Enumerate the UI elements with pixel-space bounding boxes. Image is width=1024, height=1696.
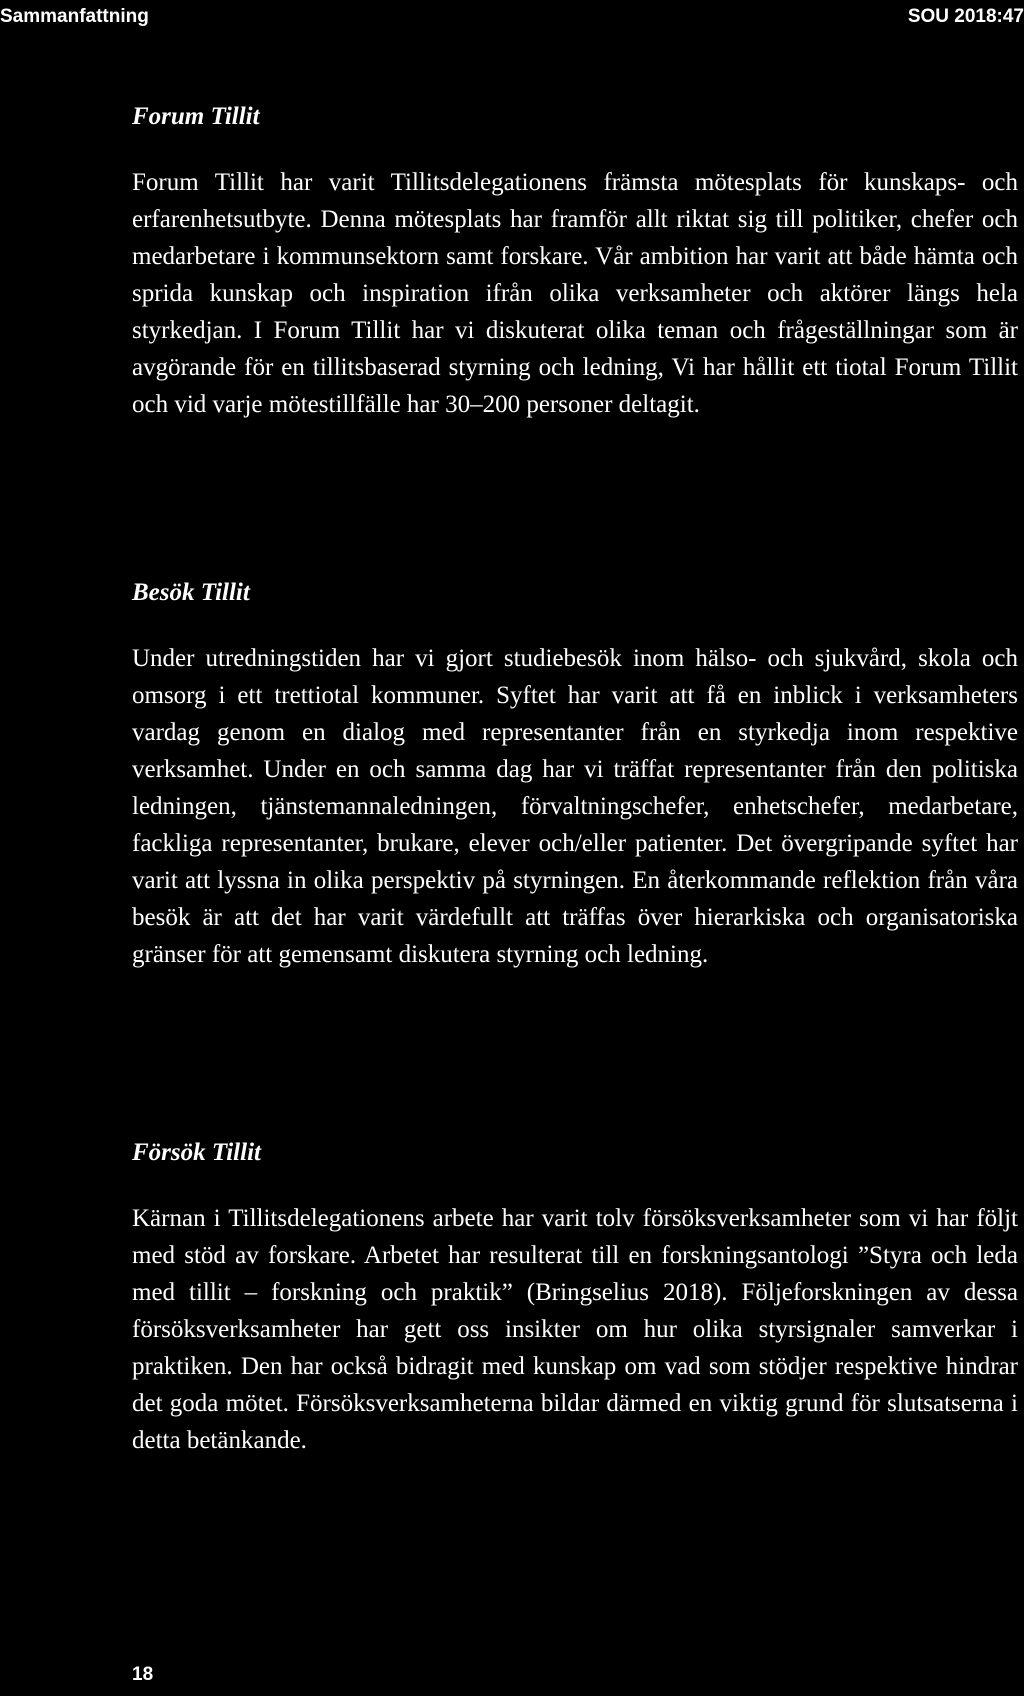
running-header [0, 6, 1024, 36]
section-paragraph: Forum Tillit har varit Tillitsdelegationens främsta mötesplats för kunskaps- och erfarenhetsutbyte. Denna mötesplats har framför allt riktat sig till politiker, chefer och medarbetare i kommunsektorn samt forskare. Vår ambition har varit att både hämta och sprida kunskap och inspiration ifrån olika verksamheter och aktörer längs hela styrkedjan. I Forum Tillit har vi diskuterat olika teman och frågeställningar som är avgörande för en tillitsbaserad styrning och ledning, Vi har hållit ett tiotal Forum Tillit och vid varje mötestillfälle har 30–200 personer deltagit. [132, 169, 1018, 418]
section-forsok-tillit [132, 1138, 1018, 1459]
section-paragraph: Under utredningstiden har vi gjort studiebesök inom hälso- och sjukvård, skola och omsorg i ett trettiotal kommuner. Syftet har varit att få en inblick i verksamheters vardag genom en dialog med representanter från en styrkedja inom respektive verksamhet. Under en och samma dag har vi träffat representanter från den politiska ledningen, tjänstemannaledningen, förvaltningschefer, enhetschefer, medarbetare, fackliga representanter, brukare, elever och/eller patienter. Det övergripande syftet har varit att lyssna in olika perspektiv på styrningen. En återkommande reflektion från våra besök är att det har varit värdefullt att träffas över hierarkiska och organisatoriska gränser för att gemensamt diskutera styrning och ledning. [132, 645, 1018, 968]
section-heading: Försök Tillit [132, 1139, 261, 1166]
section-heading: Forum Tillit [132, 103, 260, 130]
section-forum-tillit [132, 102, 1018, 423]
header-document-id: SOU 2018:47 [907, 6, 1024, 27]
section-besok-tillit [132, 578, 1018, 973]
header-section-title: Sammanfattning [0, 6, 149, 27]
section-paragraph: Kärnan i Tillitsdelegationens arbete har varit tolv försöksverksamheter som vi har följt med stöd av forskare. Arbetet har resulterat till en forskningsantologi ”Styra och leda med tillit – forskning och praktik” (Bringselius 2018). Följeforskningen av dessa försöksverksamheter har gett oss insikter om hur olika styrsignaler samverkar i praktiken. Den har också bidragit med kunskap om vad som stödjer respektive hindrar det goda mötet. Försöksverksamheterna bildar därmed en viktig grund för slutsatserna i detta betänkande. [132, 1205, 1018, 1454]
section-heading: Besök Tillit [132, 579, 250, 606]
page-number: 18 [132, 1664, 154, 1685]
